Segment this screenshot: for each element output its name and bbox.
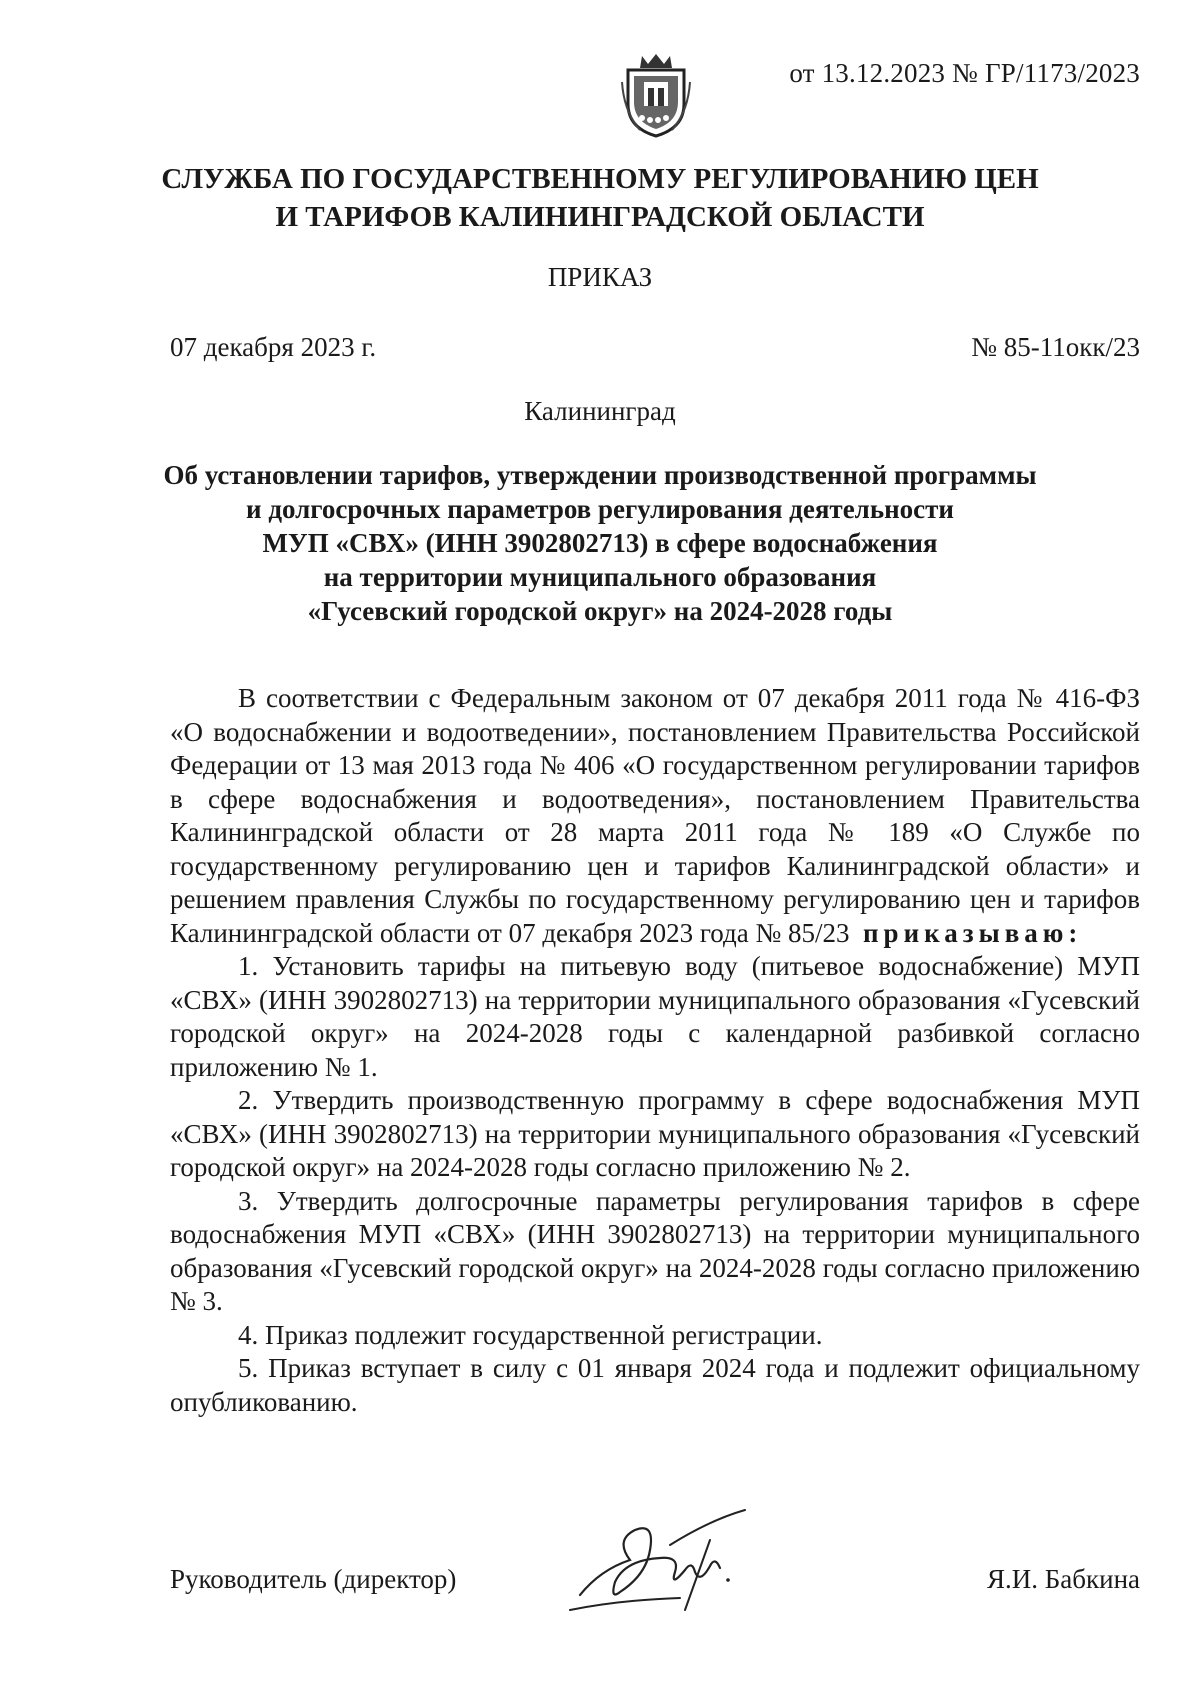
document-body (170, 682, 1140, 1419)
preamble-paragraph (170, 682, 1140, 950)
organization-line-1: СЛУЖБА ПО ГОСУДАРСТВЕННОМУ РЕГУЛИРОВАНИЮ ЦЕН (161, 163, 1039, 195)
organization-name (0, 160, 1200, 236)
order-item-5: 5. Приказ вступает в силу с 01 января 2024 года и подлежит официальному опубликованию. (170, 1353, 1140, 1417)
signer-title: Руководитель (директор) (170, 1564, 457, 1594)
handwritten-signature (560, 1500, 770, 1620)
organization-line-2: И ТАРИФОВ КАЛИНИНГРАДСКОЙ ОБЛАСТИ (275, 201, 925, 233)
document-type: ПРИКАЗ (547, 262, 653, 292)
registration-stamp: от 13.12.2023 № ГР/1173/2023 (789, 58, 1140, 88)
document-subject (0, 458, 1200, 628)
document-number: № 85-11окк/23 (971, 332, 1140, 362)
subject-line-2: и долгосрочных параметров регулирования деятельности (246, 494, 954, 524)
document-date: 07 декабря 2023 г. (170, 332, 377, 362)
subject-line-4: на территории муниципального образования (323, 562, 877, 592)
preamble-text: В соответствии с Федеральным законом от 07 декабря 2011 года № 416-ФЗ «О водоснабжении и водоотведении», постановлением Правительства Российской Федерации от 13 мая 2013 года № 406 «О государственном регулировании тарифов в сфере водоснабжения и водоотведения», постановлением Правительства Калининградской области от 28 марта 2011 года № 189 «О Службе по государственному регулированию цен и тарифов Калининградской области» и решением правления Службы по государственному регулированию цен и тарифов Калининградской области от 07 декабря 2023 года № 85/23 (170, 683, 1140, 948)
order-item-3: 3. Утвердить долгосрочные параметры регулирования тарифов в сфере водоснабжения МУП «СВХ» (ИНН 3902802713) на территории муниципального образования «Гусевский городской округ» на 2024-2028 годы согласно приложению № 3. (170, 1185, 1140, 1316)
signer-name: Я.И. Бабкина (987, 1564, 1140, 1594)
order-word: приказываю: (863, 917, 1083, 948)
document-city: Калининград (524, 396, 676, 426)
subject-line-1: Об установлении тарифов, утверждении производственной программы (163, 460, 1037, 490)
subject-line-5: «Гусевский городской округ» на 2024-2028 годы (307, 596, 893, 626)
order-item-2: 2. Утвердить производственную программу в сфере водоснабжения МУП «СВХ» (ИНН 3902802713) на территории муниципального образования «Гусевский городской округ» на 2024-2028 годы согласно приложению № 2. (170, 1085, 1140, 1182)
order-item-4: 4. Приказ подлежит государственной регистрации. (238, 1319, 823, 1350)
coat-of-arms-icon (620, 52, 692, 138)
order-item-1: 1. Установить тарифы на питьевую воду (питьевое водоснабжение) МУП «СВХ» (ИНН 3902802713) на территории муниципального образования «Гусевский городской округ» на 2024-2028 годы с календарной разбивкой согласно приложению № 1. (170, 951, 1140, 1082)
subject-line-3: МУП «СВХ» (ИНН 3902802713) в сфере водоснабжения (262, 528, 938, 558)
